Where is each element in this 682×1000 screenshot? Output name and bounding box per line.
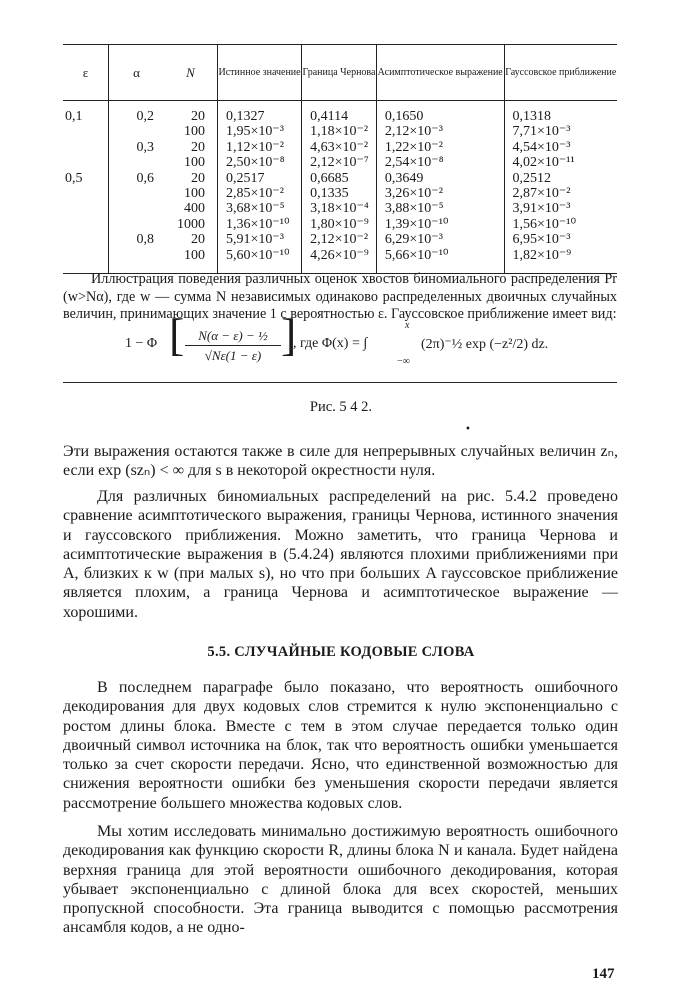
cell-chernov: 4,26×10⁻⁹: [302, 248, 377, 274]
cell-chernov: 2,12×10⁻⁷: [302, 155, 377, 170]
paragraph-1: [63, 442, 618, 481]
cell-asymptotic: 6,29×10⁻³: [376, 232, 504, 247]
section-heading: 5.5. СЛУЧАЙНЫЕ КОДОВЫЕ СЛОВА: [207, 644, 475, 660]
header-alpha: α: [109, 45, 165, 101]
cell-true-value: 5,91×10⁻³: [218, 232, 302, 247]
cell-asymptotic: 3,88×10⁻⁵: [376, 201, 504, 216]
table-row: [63, 201, 617, 216]
formula-lower-limit: −∞: [397, 356, 410, 367]
cell-true-value: 0,1327: [218, 101, 302, 125]
cell-asymptotic: 0,3649: [376, 171, 504, 186]
cell-chernov: 0,1335: [302, 186, 377, 201]
cell-chernov: 0,4114: [302, 101, 377, 125]
cell-gauss: 0,2512: [504, 171, 617, 186]
cell-eps: 0,5: [65, 170, 83, 186]
header-chernov: Граница Чернова: [302, 45, 377, 101]
left-bracket: [: [169, 309, 185, 360]
cell-eps: [63, 217, 109, 232]
cell-eps: [63, 248, 109, 274]
binomial-bounds-table: [63, 44, 617, 274]
cell-chernov: 2,12×10⁻²: [302, 232, 377, 247]
paragraph-4: [63, 822, 618, 938]
cell-true-value: 3,68×10⁻⁵: [218, 201, 302, 216]
cell-chernov: 1,80×10⁻⁹: [302, 217, 377, 232]
cell-chernov: 0,6685: [302, 171, 377, 186]
cell-gauss: 2,87×10⁻²: [504, 186, 617, 201]
cell-alpha: [109, 217, 165, 232]
page-number: 147: [592, 966, 615, 982]
cell-eps: [63, 155, 109, 170]
cell-eps: 0,1: [65, 109, 83, 124]
cell-alpha: [109, 124, 165, 139]
table-row: [63, 140, 617, 155]
cell-alpha: 0,3: [109, 140, 165, 155]
cell-true-value: 1,95×10⁻³: [218, 124, 302, 139]
cell-eps: [63, 186, 109, 201]
cell-asymptotic: 1,39×10⁻¹⁰: [376, 217, 504, 232]
cell-gauss: 7,71×10⁻³: [504, 124, 617, 139]
cell-alpha: [109, 186, 165, 201]
cell-eps: [63, 124, 109, 139]
table-row: [63, 101, 617, 125]
cell-chernov: 4,63×10⁻²: [302, 140, 377, 155]
table-row: [63, 232, 617, 247]
paragraph-3: [63, 678, 618, 813]
cell-asymptotic: 3,26×10⁻²: [376, 186, 504, 201]
stray-dot: •: [465, 424, 471, 435]
formula-numerator: N(α − ε) − ½: [185, 328, 281, 346]
cell-asymptotic: 2,12×10⁻³: [376, 124, 504, 139]
paragraph-4-text: Мы хотим исследовать минимально достижимую вероятность ошибочного декодирования как функцию скорости R, длины блока N и канала. Будет найдена верхняя граница для этой вероятности ошибочного декодирования, которая убывает экспоненциально с длиной блока для всех скоростей, меньших пропускной способности. Эта граница выводится с помощью рассмотрения ансамбля кодов, а не одно-: [63, 823, 618, 937]
cell-alpha: [109, 201, 165, 216]
header-eps: ε: [63, 45, 109, 101]
table-row: [63, 186, 617, 201]
cell-alpha: 0,8: [109, 232, 165, 247]
cell-gauss: 3,91×10⁻³: [504, 201, 617, 216]
cell-eps: [63, 232, 109, 247]
cell-gauss: 1,56×10⁻¹⁰: [504, 217, 617, 232]
header-asymptotic: Асимптотическое выражение: [376, 45, 504, 101]
cell-asymptotic: 1,22×10⁻²: [376, 140, 504, 155]
table-row: [63, 155, 617, 170]
header-n: N: [164, 45, 218, 101]
cell-chernov: 3,18×10⁻⁴: [302, 201, 377, 216]
cell-true-value: 0,2517: [218, 171, 302, 186]
table-header-row: [63, 45, 617, 101]
table-row: [63, 124, 617, 139]
cell-n: 20: [191, 170, 205, 186]
cell-gauss: 6,95×10⁻³: [504, 232, 617, 247]
cell-eps: [63, 140, 109, 155]
cell-gauss: 4,02×10⁻¹¹: [504, 155, 617, 170]
cell-gauss: 4,54×10⁻³: [504, 140, 617, 155]
figure-label: Рис. 5 4 2.: [309, 399, 373, 415]
cell-asymptotic: 0,1650: [376, 101, 504, 125]
cell-n: 1000: [177, 216, 205, 232]
formula-where: , где Φ(x) = ∫: [293, 336, 368, 351]
cell-n: 400: [184, 201, 205, 217]
cell-n: 100: [184, 186, 205, 202]
paragraph-1-text: Эти выражения остаются также в силе для непрерывных случайных величин zₙ, если exp (szₙ) < ∞ для s в некоторой окрестности нуля.: [63, 443, 618, 480]
cell-n: 100: [164, 248, 218, 274]
right-bracket: ]: [281, 309, 297, 360]
table-row: [63, 217, 617, 232]
formula-upper-limit: x: [405, 320, 410, 331]
cell-true-value: 1,36×10⁻¹⁰: [218, 217, 302, 232]
cell-alpha: 0,2: [109, 101, 165, 125]
cell-alpha: 0,6: [109, 171, 165, 186]
header-gauss: Гауссовское приближение: [504, 45, 617, 101]
cell-n: 20: [191, 109, 205, 124]
cell-gauss: 0,1318: [504, 101, 617, 125]
paragraph-2: [63, 487, 618, 622]
cell-n: 20: [191, 139, 205, 155]
figure-caption: Иллюстрация поведения различных оценок хвостов биномиального распределения Pr (w>Nα), где w — сумма N независимых одинаково распределенных двоичных случайных величин, принимающих значение 1 с вероятностью ε. Гауссовское приближение имеет вид:: [63, 271, 617, 322]
formula-denominator: √Nε(1 − ε): [204, 348, 262, 363]
cell-true-value: 2,85×10⁻²: [218, 186, 302, 201]
cell-true-value: 5,60×10⁻¹⁰: [218, 248, 302, 274]
formula-fraction: [185, 328, 281, 364]
cell-true-value: 1,12×10⁻²: [218, 140, 302, 155]
cell-asymptotic: 2,54×10⁻⁸: [376, 155, 504, 170]
cell-alpha: [109, 248, 165, 274]
cell-asymptotic: 5,66×10⁻¹⁰: [376, 248, 504, 274]
cell-gauss: 1,82×10⁻⁹: [504, 248, 617, 274]
cell-n: 100: [184, 124, 205, 140]
cell-alpha: [109, 155, 165, 170]
cell-chernov: 1,18×10⁻²: [302, 124, 377, 139]
figure-bottom-rule: [63, 382, 617, 383]
table-row: [63, 171, 617, 186]
header-true-value: Истинное значение: [218, 45, 302, 101]
cell-eps: [63, 201, 109, 216]
paragraph-2-text: Для различных биномиальных распределений на рис. 5.4.2 проведено сравнение асимптотического выражения, границы Чернова, истинного значения и гауссовского приближения. Можно заметить, что граница Чернова и асимптотические выражения в (5.4.24) являются плохими приближениями при A, близких к w (при малых s), но что при больших A гауссовское приближение является плохим, а граница Чернова и асимптотическое выражение — хорошими.: [63, 488, 618, 621]
paragraph-3-text: В последнем параграфе было показано, что вероятность ошибочного декодирования для двух кодовых слов стремится к нулю экспоненциально с ростом длины блока. Вместе с тем в этом случае передается только один двоичный символ источника на блок, так что вероятность ошибки уменьшается только за счет скорости передачи. Ясно, что единственной возможностью для снижения вероятности ошибки без уменьшения скорости передачи является рассмотрение большего множества кодовых слов.: [63, 679, 618, 812]
cell-n: 20: [191, 232, 205, 248]
cell-true-value: 2,50×10⁻⁸: [218, 155, 302, 170]
formula-integrand: (2π)⁻½ exp (−z²/2) dz.: [421, 337, 549, 352]
cell-n: 100: [184, 155, 205, 171]
formula-prefix: 1 − Φ: [125, 336, 158, 351]
table-row: [63, 248, 617, 274]
